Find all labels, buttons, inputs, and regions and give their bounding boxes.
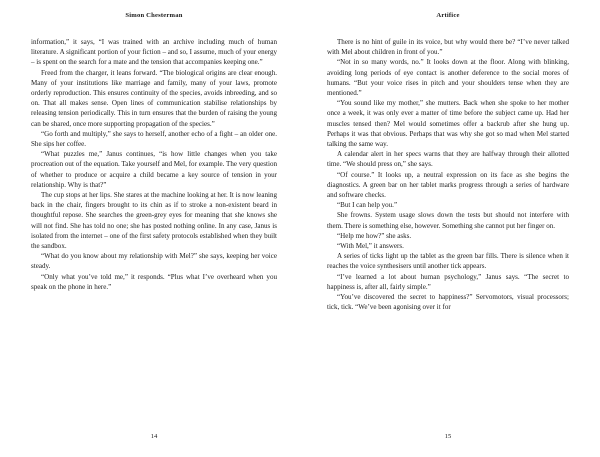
paragraph: “Not in so many words, no.” It looks down at the floor. Along with blinking, avoiding long periods of eye contact is another deference to the social mores of humans. “But your voice rises in pitch and your shoulders tense when they are mentioned.” [327, 58, 569, 98]
paragraph: “Help me how?” she asks. [337, 231, 412, 240]
paragraph: “I’ve learned a lot about human psychology,” Janus says. “The secret to happiness is, after all, fairly simple.” [327, 272, 569, 291]
paragraph: “You’ve discovered the secret to happiness?” Servomotors, visual processors; tick, tick. “We’ve been agonising over it for [327, 293, 569, 312]
running-head-title: Artifice [436, 12, 460, 19]
paragraph: “With Mel,” it answers. [337, 242, 404, 251]
paragraph: A series of ticks light up the tablet as the green bar fills. There is silence when it reaches the voice synthesisers until another tick appears. [327, 252, 569, 271]
paragraph: There is no hint of guile in its voice, but why would there be? “I’ve never talked with Mel about children in front of you.” [327, 38, 569, 57]
paragraph: “Go forth and multiply,” she says to herself, another echo of a fight – an older one. She sips her coffee. [31, 129, 277, 149]
paragraph: Freed from the charger, it leans forward. “The biological origins are clear enough. Many of your institutions like marriage and family, many of your laws, promote orderly reproduction. This ensures continuity of the species, avoids inbreeding, and so on. That all makes sense. Open lines of communication stabilise relationships by releasing tension periodically. This in turn ensures that the burden of raising the young can be shared, once more supporting propagation of the species.” [31, 68, 277, 128]
paragraph: “Only what you’ve told me,” it responds. “Plus what I’ve overheard when you speak on the phone in here.” [31, 272, 277, 291]
paragraph: “Of course.” It looks up, a neutral expression on its face as she begins the diagnostics. A green bar on her tablet marks progress through a series of hardware and software checks. [327, 170, 569, 200]
right-page-body [327, 37, 569, 312]
paragraph: She frowns. System usage slows down the tests but should not interfere with them. There is something else, however. Something she cannot put her finger on. [327, 211, 569, 230]
running-head-author: Simon Chesterman [125, 12, 183, 19]
page-number: 14 [150, 433, 158, 440]
paragraph: “You sound like my mother,” she mutters. Back when she spoke to her mother once a week, it was only ever a matter of time before the subject came up. Had her muscles tensed then? Mel would sometimes offer a backrub after she hung up. Perhaps it was that obvious. Perhaps that was why she got so mad when Mel started talking the same way. [327, 99, 569, 149]
right-page [327, 0, 569, 457]
left-page [31, 0, 277, 457]
paragraph: information,” it says, “I was trained with an archive including much of human literature. A significant portion of your fiction – and so, I assume, much of your energy – is spent on the search for a mate and the tension that accompanies keeping one.” [31, 38, 277, 67]
left-page-body [31, 37, 277, 292]
paragraph: A calendar alert in her specs warns that they are halfway through their allotted time. “We should press on,” she says. [327, 150, 569, 169]
paragraph: The cup stops at her lips. She stares at the machine looking at her. It is now leaning back in the chair, fingers brought to its chin as if to stroke a non-existent beard in thoughtful repose. She searches the green-grey eyes for meaning that she knows she will not find. She has told no one; she has posted nothing online. In any case, Janus is isolated from the internet – one of the first safety protocols established when they built the sandbox. [31, 191, 277, 251]
paragraph: “But I can help you.” [337, 201, 398, 210]
paragraph: “What do you know about my relationship with Mel?” she says, keeping her voice steady. [31, 252, 277, 271]
page-number: 15 [444, 433, 452, 440]
paragraph: “What puzzles me,” Janus continues, “is how little changes when you take procreation out of the equation. Take yourself and Mel, for example. The very question of whether to produce or acquire a child became a key source of tension in your relationship. Why is that?” [31, 150, 277, 189]
